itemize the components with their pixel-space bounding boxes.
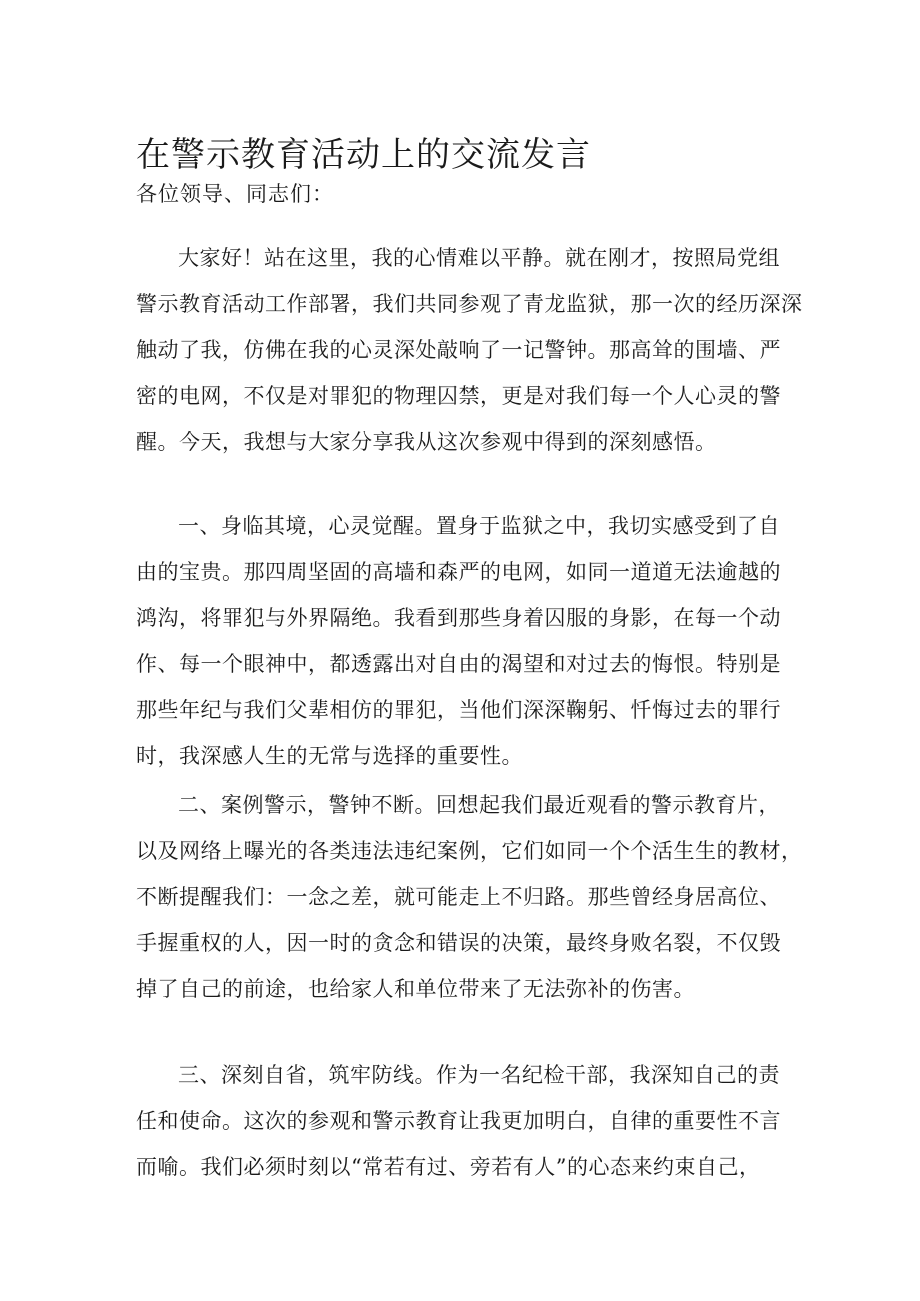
paragraph-line: 一、身临其境，心灵觉醒。置身于监狱之中，我切实感受到了自: [178, 514, 780, 538]
paragraph-line: 掉了自己的前途，也给家人和单位带来了无法弥补的伤害。: [136, 977, 695, 1001]
paragraph-line: 那些年纪与我们父辈相仿的罪犯，当他们深深鞠躬、忏悔过去的罪行: [136, 698, 781, 722]
paragraph-line: 而喻。我们必须时刻以“常若有过、旁若有人”的心态来约束自己，: [136, 1155, 761, 1179]
paragraph-2: [136, 503, 786, 779]
paragraph-line: 作、每一个眼神中，都透露出对自由的渴望和对过去的悔恨。特别是: [136, 652, 781, 676]
paragraph-line: 时，我深感人生的无常与选择的重要性。: [136, 744, 523, 768]
paragraph-line: 二、案例警示，警钟不断。回想起我们最近观看的警示教育片，: [178, 793, 780, 817]
paragraph-3: [136, 782, 803, 1012]
paragraph-line: 三、深刻自省，筑牢防线。作为一名纪检干部，我深知自己的责: [178, 1063, 780, 1087]
paragraph-line: 触动了我，仿佛在我的心灵深处敲响了一记警钟。那高耸的围墙、严: [136, 338, 781, 362]
paragraph-line: 任和使命。这次的参观和警示教育让我更加明白，自律的重要性不言: [136, 1109, 781, 1133]
salutation: 各位领导、同志们：: [136, 182, 334, 206]
paragraph-line: 手握重权的人，因一时的贪念和错误的决策，最终身败名裂，不仅毁: [136, 931, 781, 955]
paragraph-line: 由的宝贵。那四周坚固的高墙和森严的电网，如同一道道无法逾越的: [136, 560, 781, 584]
paragraph-line: 警示教育活动工作部署，我们共同参观了青龙监狱，那一次的经历深深: [136, 292, 803, 316]
paragraph-line: 鸿沟，将罪犯与外界隔绝。我看到那些身着囚服的身影，在每一个动: [136, 606, 781, 630]
paragraph-line: 醒。今天，我想与大家分享我从这次参观中得到的深刻感悟。: [136, 430, 717, 454]
document-title: 在警示教育活动上的交流发言: [136, 135, 591, 175]
paragraph-4: [136, 1052, 786, 1190]
paragraph-line: 密的电网，不仅是对罪犯的物理囚禁，更是对我们每一个人心灵的警: [136, 384, 781, 408]
paragraph-1: [136, 235, 803, 465]
paragraph-line: 大家好！站在这里，我的心情难以平静。就在刚才，按照局党组: [178, 246, 780, 270]
paragraph-line: 以及网络上曝光的各类违法违纪案例，它们如同一个个活生生的教材，: [136, 839, 803, 863]
paragraph-line: 不断提醒我们：一念之差，就可能走上不归路。那些曾经身居高位、: [136, 885, 781, 909]
